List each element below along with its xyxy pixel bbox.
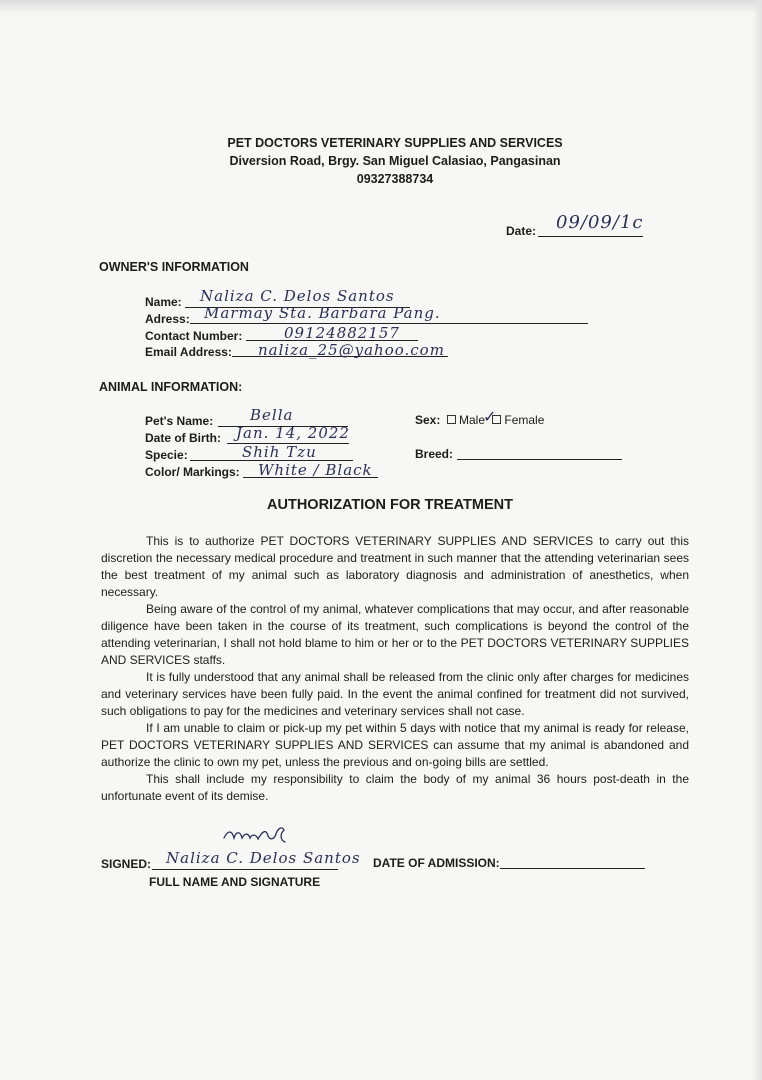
female-label: Female (504, 413, 545, 427)
date-line (538, 236, 643, 237)
admission-label: DATE OF ADMISSION: (373, 856, 500, 870)
female-check-mark: ✓ (483, 407, 497, 426)
signature-caption: FULL NAME AND SIGNATURE (149, 875, 321, 889)
signature-scribble (222, 822, 288, 848)
owner-name-value: Naliza C. Delos Santos (200, 287, 395, 305)
sex-label: Sex: (415, 413, 441, 427)
signed-value: Naliza C. Delos Santos (166, 849, 361, 867)
dob-value: Jan. 14, 2022 (236, 424, 350, 442)
pet-name-value: Bella (250, 406, 294, 424)
paragraph-5: This shall include my responsibility to claim the body of my animal 36 hours post-death in the unfortunate event of its demise. (101, 772, 689, 803)
paragraph-3: It is fully understood that any animal shall be released from the clinic only after charges for medicines and veterinary services have been fully paid. In the event the animal confined for treatment did not survived, such obligations to pay for the medicines and veterinary services shall not case. (101, 670, 689, 718)
signed-line (152, 869, 338, 870)
dob-label: Date of Birth: (145, 431, 221, 445)
male-label: Male (459, 413, 486, 427)
specie-value: Shih Tzu (242, 443, 317, 461)
paragraph-1: This is to authorize PET DOCTORS VETERINARY SUPPLIES AND SERVICES to carry out this discretion the necessary medical procedure and treatment in such manner that the attending veterinarian sees the best treatment of my animal such as laboratory diagnosis and administration of anesthetics, when necessary. (101, 534, 689, 599)
male-checkbox[interactable] (447, 415, 456, 424)
date-value: 09/09/1c (556, 212, 644, 233)
date-label: Date: (506, 224, 537, 238)
owner-email-label: Email Address: (145, 345, 232, 359)
scan-shadow-right (752, 0, 762, 1080)
owner-section-title: OWNER'S INFORMATION (99, 260, 249, 274)
paragraph-2: Being aware of the control of my animal, whatever complications that may occur, and after reasonable diligence have been taken in the course of its treatment, such complications is beyond the control of the attending veterinarian, I shall not hold blame to him or her or to the PET DOCTORS VETERINARY SUPPLIES AND SERVICES staffs. (101, 602, 689, 667)
owner-address-label: Adress: (145, 312, 190, 326)
owner-address-value: Marmay Sta. Barbara Pang. (204, 304, 441, 322)
scan-shadow-top (0, 0, 762, 14)
clinic-address: Diversion Road, Brgy. San Miguel Calasiao, Pangasinan (229, 154, 561, 168)
color-value: White / Black (258, 461, 373, 479)
owner-contact-label: Contact Number: (145, 329, 243, 343)
signed-label: SIGNED: (101, 857, 152, 871)
owner-name-label: Name: (145, 295, 182, 309)
clinic-phone: 09327388734 (356, 172, 434, 186)
owner-contact-value: 09124882157 (284, 324, 400, 342)
authorization-body (101, 533, 689, 805)
pet-name-label: Pet's Name: (145, 414, 214, 428)
admission-line (500, 868, 645, 869)
clinic-name: PET DOCTORS VETERINARY SUPPLIES AND SERVICES (227, 136, 563, 150)
breed-label: Breed: (415, 447, 454, 461)
paragraph-4: If I am unable to claim or pick-up my pet within 5 days with notice that my animal is ready for release, PET DOCTORS VETERINARY SUPPLIES AND SERVICES can assume that my animal is abandoned and authorize the clinic to own my pet, unless the previous and on-going bills are settled. (101, 721, 689, 769)
breed-line (457, 459, 622, 460)
specie-label: Specie: (145, 448, 188, 462)
authorization-title: AUTHORIZATION FOR TREATMENT (267, 497, 513, 513)
color-label: Color/ Markings: (145, 465, 240, 479)
owner-email-value: naliza_25@yahoo.com (258, 341, 445, 359)
animal-section-title: ANIMAL INFORMATION: (99, 380, 243, 394)
